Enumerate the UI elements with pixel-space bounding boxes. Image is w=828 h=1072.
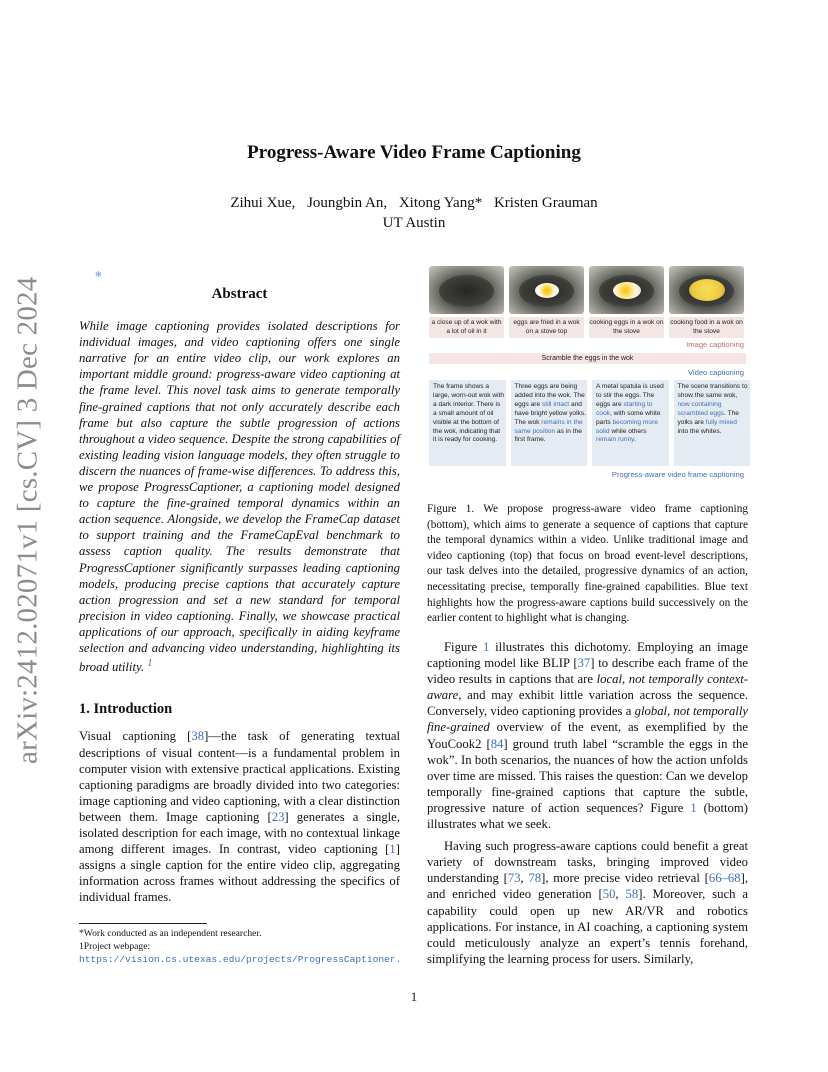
progress-captioning-label: Progress-aware video frame captioning	[611, 470, 744, 479]
wok-image	[439, 275, 494, 307]
footnote-label: 1Project webpage:	[79, 941, 151, 952]
text-span: Figure	[444, 640, 483, 654]
highlighted-change-text: remains in the same position	[514, 418, 583, 435]
text-span: ,	[615, 887, 626, 902]
citation-link[interactable]: 23	[271, 809, 285, 824]
text-span: ], more precise video retrieval [	[541, 871, 709, 886]
progress-caption	[511, 380, 588, 466]
image-caption: cooking eggs in a wok on the stove	[589, 317, 664, 338]
caption-text: and have bright yellow yolks. The wok	[514, 400, 586, 426]
egg-image	[535, 283, 559, 298]
author-name: Zihui Xue,	[230, 195, 296, 211]
progress-caption-row	[429, 380, 750, 466]
figure-link[interactable]: 1	[690, 800, 697, 815]
body-paragraph	[427, 639, 748, 832]
text-span: ] generates a single, isolated description for each image, with no contextual linkage among different images. In contrast, video captioning [	[79, 809, 400, 857]
text-span: ]. Moreover, such a capability could open up new AR/VR and robotics applications. For instance, in AI coaching, a captioning system could meticulously analyze an expert’s tennis forehand, simplifying the learning process for users. Similarly,	[427, 887, 749, 966]
page-number: 1	[410, 990, 418, 1004]
progress-caption	[674, 380, 751, 466]
video-caption: Scramble the eggs in the wok	[429, 353, 746, 364]
video-frame-4	[669, 266, 744, 314]
highlighted-change-text: becoming more solid	[596, 418, 658, 435]
highlighted-change-text: still intact	[542, 400, 570, 408]
affiliation: UT Austin	[382, 215, 446, 231]
caption-text: The scene transitions to show the same wok,	[677, 383, 748, 399]
egg-image	[613, 282, 641, 299]
author-name: Kristen Grauman	[493, 195, 598, 211]
progress-caption	[592, 380, 669, 466]
citation-link[interactable]: 78	[528, 871, 542, 886]
footnote-link[interactable]: 1	[147, 658, 153, 670]
author-name: Xitong Yang*	[398, 195, 483, 211]
figure-link[interactable]: 1	[482, 640, 490, 654]
intro-paragraph	[79, 728, 400, 905]
citation-link[interactable]: 84	[490, 736, 504, 751]
abstract-text	[79, 318, 400, 675]
figure-caption: Figure 1. We propose progress-aware video frame captioning (bottom), which aims to generate a sequence of captions that capture the temporal dynamics within a video. Unlike traditional image and video captioning (top) that focus on broad event-level descriptions, our task delves into the detailed, progressive dynamics of an action, necessitating precise, temporally fine-grained capabilities. Blue text highlights how the progress-aware captions build successively on the earlier content to highlight what is changing.	[427, 503, 748, 625]
video-captioning-label: Video captioning	[687, 368, 744, 377]
image-caption-row	[429, 317, 750, 338]
text-span: illustrates this dichotomy. Employing an image captioning model like BLIP [	[427, 640, 748, 671]
caption-text: into the whites.	[677, 427, 722, 435]
video-frame-2	[509, 266, 584, 314]
caption-text: , with some white parts	[596, 409, 661, 426]
footnotes	[79, 923, 400, 966]
image-caption: cooking food in a wok on the stove	[669, 317, 744, 338]
text-span: overview of the event, as exemplified by the YouCook2 [	[427, 720, 748, 751]
highlighted-change-text: fully mixed	[705, 418, 737, 426]
star-mark-icon: ✻	[95, 270, 102, 279]
highlighted-change-text: remain runny	[596, 436, 634, 444]
caption-text: . The yolks are	[677, 409, 739, 426]
highlighted-change-text: now containing scrambled eggs	[677, 400, 725, 417]
citation-link[interactable]: 73	[507, 871, 521, 886]
caption-text: A metal spatula is used to stir the eggs. The eggs are	[596, 383, 664, 408]
right-column	[427, 639, 748, 967]
emphasis: local, not temporally context-aware	[427, 672, 748, 703]
emphasis: global, not temporally fine-grained	[427, 704, 748, 735]
caption-text: as in the first frame.	[514, 427, 582, 444]
text-span: ] ground truth label “scramble the eggs in the wok”. In both scenarios, the nuances of how the action unfolds over time are missed. This raises the question: Can we develop temporally fine-grained captions that capture the subtle, progressive nature of action sequences? Figure	[427, 736, 748, 815]
abstract-body: While image captioning provides isolated descriptions for individual images, and video captioning offers one single narrative for an entire video clip, our work explores an important middle ground: progress-aware video captioning at the frame level. This novel task aims to generate temporally fine-grained captions that not only accurately describe each frame but also capture the subtle progression of actions throughout a video sequence. Despite the strong capabilities of existing leading vision language models, they often struggle to discern the nuances of frame-wise differences. To address this, we propose ProgressCaptioner, a captioning model designed to capture the fine-grained temporal dynamics within an action sequence. Alongside, we develop the FrameCap dataset to support training and the FrameCapEval benchmark to assess caption quality. The results demonstrate that ProgressCaptioner significantly surpasses leading captioning models, producing precise captions that accurately capture action progression and set a new standard for temporal precision in video captioning. Finally, we showcase practical applications of our approach, specifically in aiding keyframe selection and advancing video understanding, highlighting its broad utility.	[79, 319, 400, 675]
body-paragraph	[427, 838, 748, 967]
text-span: ], and enriched video generation [	[427, 871, 748, 902]
text-span: (bottom) illustrates what we seek.	[427, 800, 748, 832]
video-frames	[429, 266, 750, 314]
project-url-link[interactable]: https://vision.cs.utexas.edu/projects/ProgressCaptioner.	[79, 954, 402, 965]
footnote-rule	[79, 923, 207, 924]
scrambled-egg-image	[689, 279, 725, 301]
left-column	[79, 280, 400, 906]
text-span: Visual captioning [	[79, 729, 192, 744]
text-span: ] to describe each frame of the video results in captions that are	[427, 656, 748, 687]
citation-link[interactable]: 66–68	[708, 871, 741, 886]
video-frame-1	[429, 266, 504, 314]
author-list	[0, 195, 828, 212]
caption-text: Three eggs are being added into the wok. The eggs are	[514, 383, 585, 408]
text-span: ] assigns a single caption for the entire video clip, aggregating information across frames without addressing the specifics of individual frames.	[79, 842, 400, 905]
citation-link[interactable]: 37	[577, 656, 591, 671]
image-caption: eggs are fried in a wok on a stove top	[509, 317, 584, 338]
citation-link[interactable]: 50	[602, 887, 616, 902]
progress-caption	[429, 380, 506, 466]
caption-text: while others	[609, 427, 647, 435]
text-span: ]—the task of generating textual descriptions of visual content—is a fundamental problem in computer vision with extensive practical applications. Existing captioning paradigms are broadly divided into two categories: image captioning and video captioning, with a clear distinction between them. Image captioning [	[79, 729, 400, 824]
section-heading-introduction: 1. Introduction	[79, 701, 173, 718]
image-caption: a close up of a wok with a lot of oil in it	[429, 317, 504, 338]
arxiv-stamp: arXiv:2412.02071v1 [cs.CV] 3 Dec 2024	[11, 276, 44, 764]
author-name: Joungbin An,	[307, 195, 388, 211]
highlighted-change-text: starting to cook	[596, 400, 653, 417]
caption-text: .	[634, 436, 636, 444]
abstract-heading: Abstract	[211, 286, 268, 302]
citation-link[interactable]: 58	[625, 887, 639, 902]
caption-text: The frame shows a large, worn-out wok with a dark interior. There is a small amount of oil visible at the bottom of the wok, indicating that it is ready for cooking.	[433, 383, 505, 444]
citation-link[interactable]: 1	[389, 842, 396, 857]
text-span: Having such progress-aware captions could benefit a great variety of downstream tasks, bringing improved video understanding [	[427, 839, 748, 886]
figure-1	[425, 266, 750, 490]
citation-link[interactable]: 38	[191, 729, 205, 744]
video-frame-3	[589, 266, 664, 314]
paper-title: Progress-Aware Video Frame Captioning	[247, 142, 581, 163]
text-span: ,	[520, 871, 529, 886]
text-span: , and may exhibit little variation across the sequence. Conversely, video captioning provides a	[427, 688, 748, 719]
footnote-star: *Work conducted as an independent researcher.	[79, 928, 262, 939]
footnote-1	[79, 940, 400, 966]
image-captioning-label: Image captioning	[686, 340, 744, 349]
